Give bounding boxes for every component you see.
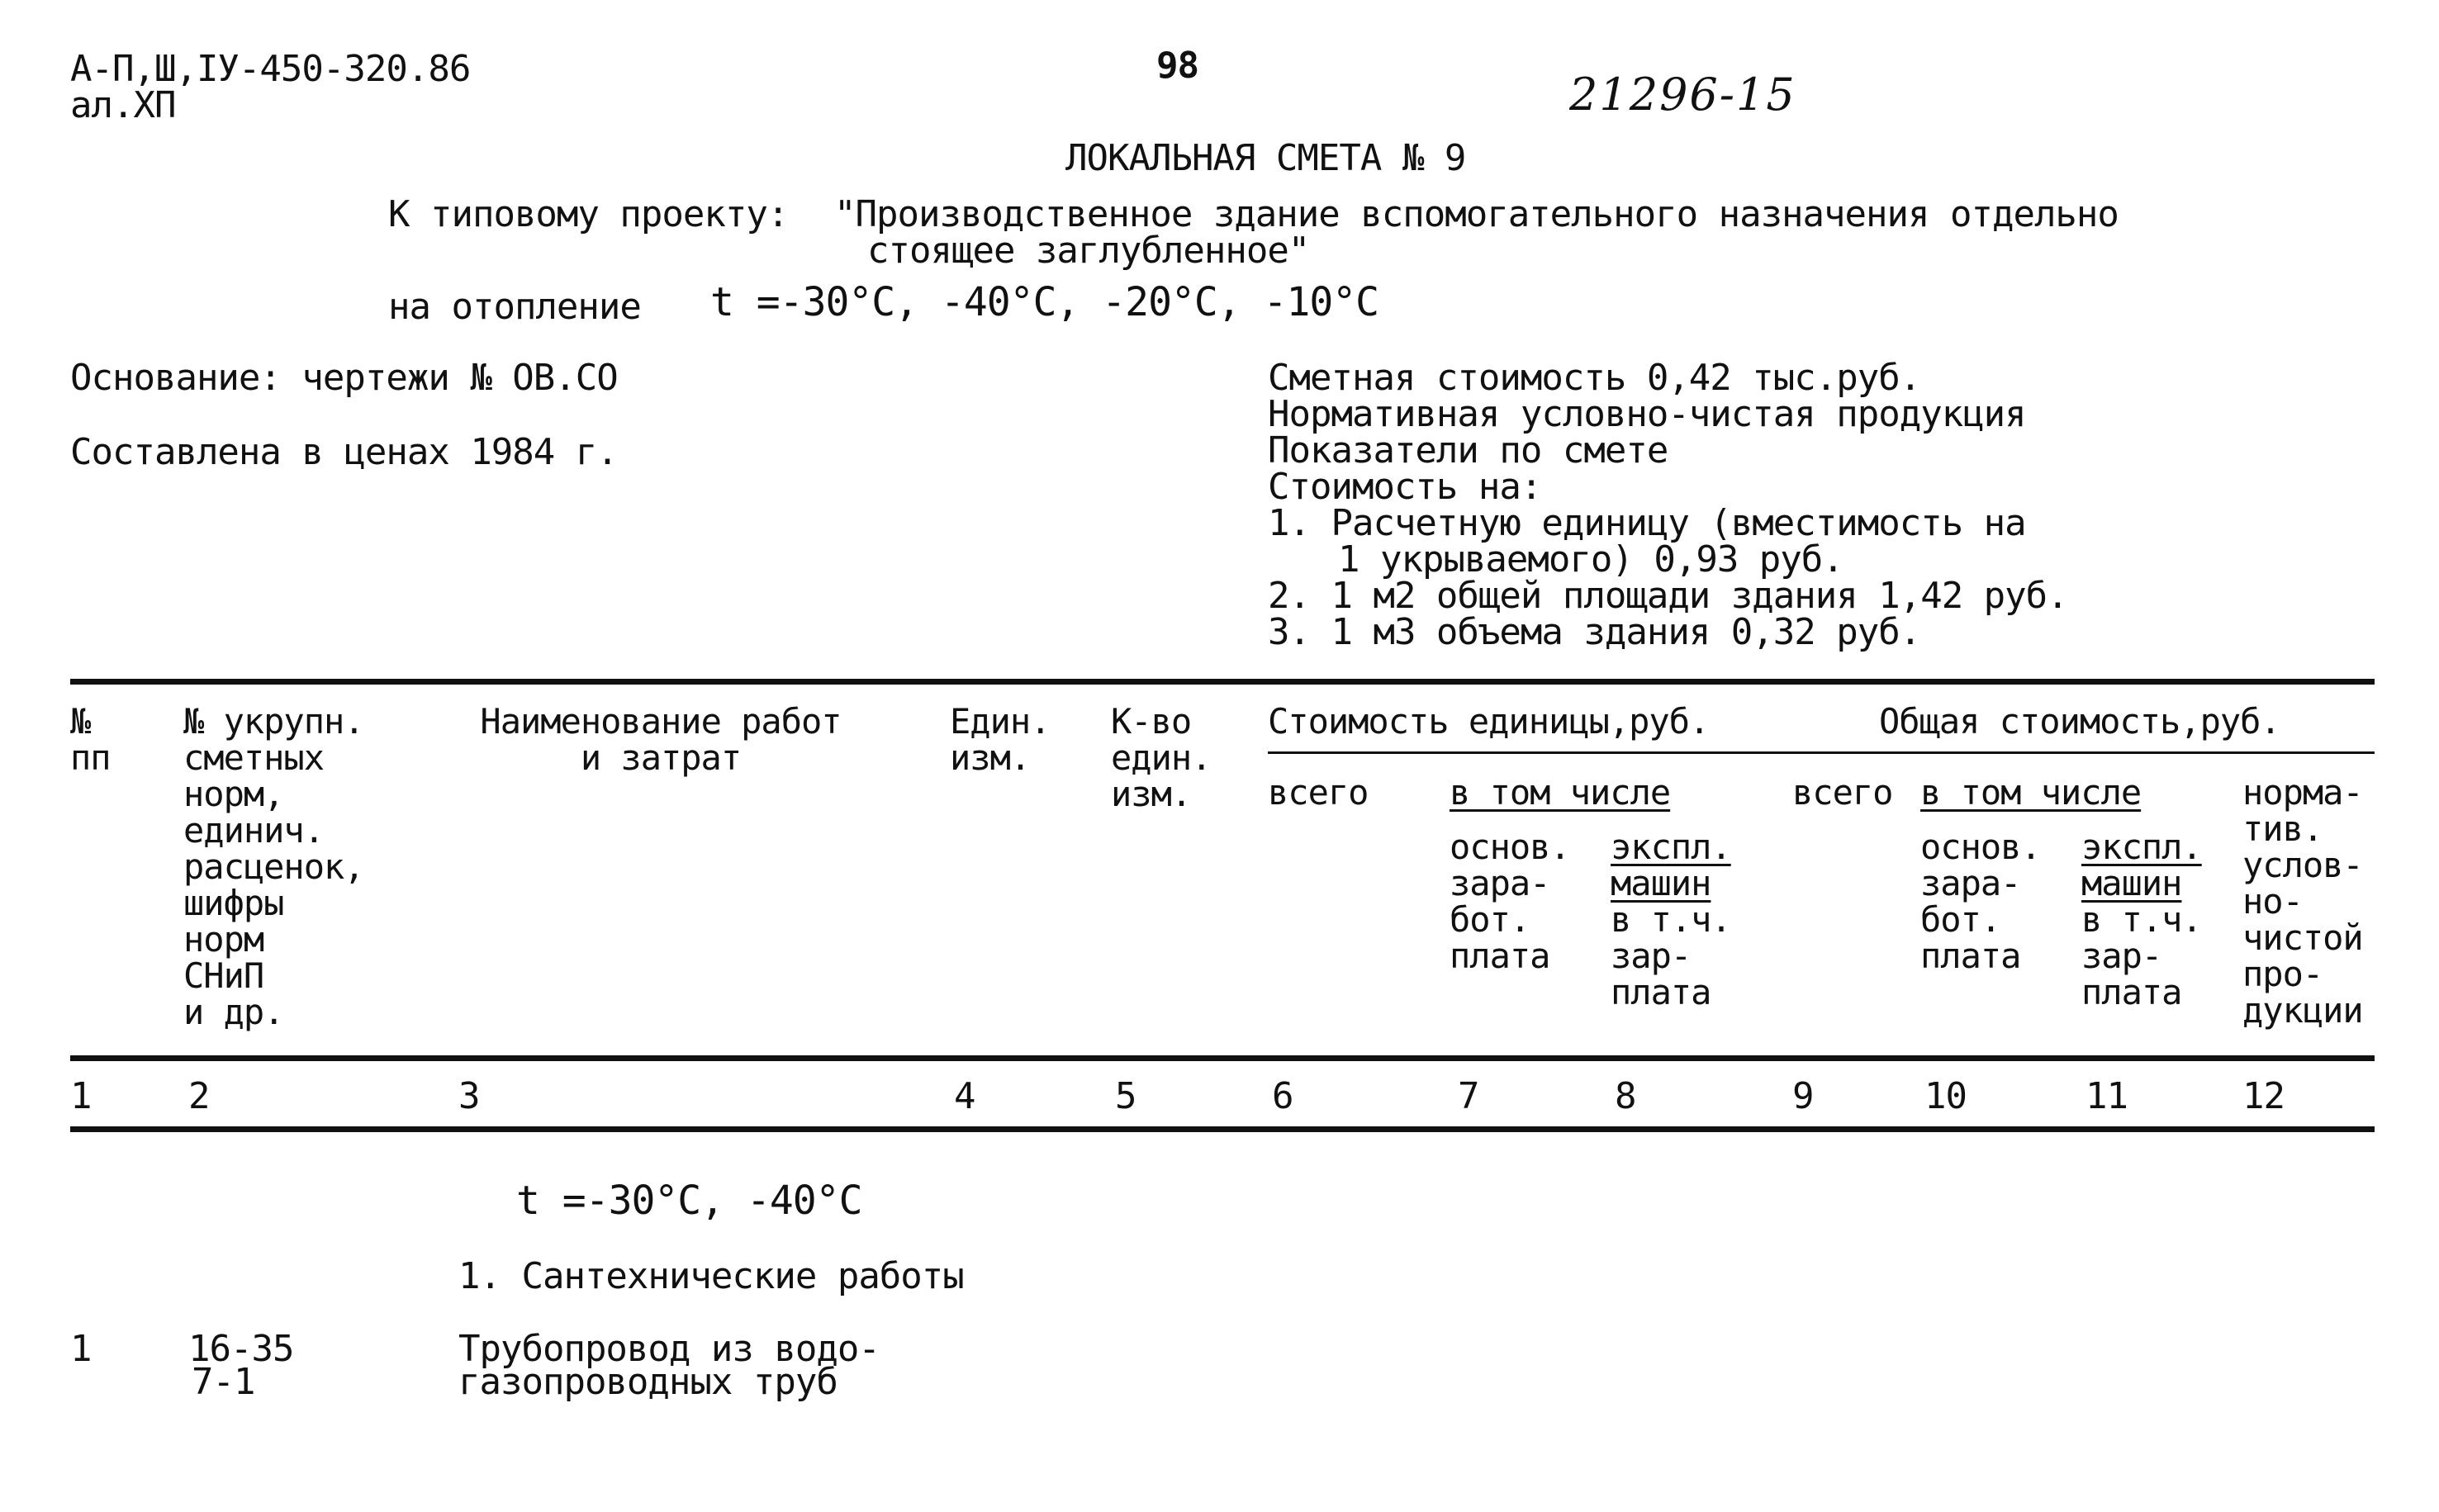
header-unit-machines-wages: в т.ч. зар- плата (1611, 899, 1731, 1012)
row-norm-code: 16-35 (188, 1328, 294, 1370)
prices-line: Составлена в ценах 1984 г. (70, 431, 618, 473)
header-work-name: Наименование работ и затрат (480, 701, 842, 778)
column-number: 10 (1924, 1075, 1967, 1117)
header-unit-machines: экспл. машин (1611, 827, 1731, 903)
estimate-title: ЛОКАЛЬНАЯ СМЕТА № 9 (1065, 137, 1466, 179)
column-number: 8 (1615, 1075, 1636, 1117)
column-number: 3 (458, 1075, 480, 1117)
column-number: 6 (1272, 1075, 1293, 1117)
handwritten-number: 21296-15 (1569, 69, 1796, 121)
header-row-number: № пп (70, 701, 111, 778)
column-number: 12 (2242, 1075, 2285, 1117)
album-number: ал.XП (70, 84, 176, 126)
project-name-line1: "Производственное здание вспомогательного назначения отдельно (834, 193, 2119, 235)
row-number: 1 (70, 1328, 92, 1370)
row-work-name: Трубопровод из водо- (458, 1328, 880, 1370)
project-name-line2: стоящее заглубленное" (867, 230, 1310, 272)
header-total-cost-group: Общая стоимость,руб. (1879, 701, 2280, 742)
header-overall-wages: основ. зара- бот. плата (1920, 827, 2041, 976)
cost-per-unit-cont: 1 укрываемого) 0,93 руб. (1338, 538, 1843, 581)
cost-per-m2: 2. 1 м2 общей площади здания 1,42 руб. (1268, 575, 2068, 617)
header-overall-machines: экспл. машин (2081, 827, 2202, 903)
header-unit-wages: основ. зара- бот. плата (1450, 827, 1570, 976)
row-work-name-cont: газопроводных труб (458, 1361, 838, 1403)
column-numbers-rule (70, 1126, 2375, 1132)
cost-for-label: Стоимость на: (1268, 466, 1542, 508)
section-title: 1. Сантехнические работы (458, 1255, 964, 1297)
column-number: 11 (2085, 1075, 2128, 1117)
column-number: 1 (70, 1075, 92, 1117)
table-top-rule (70, 679, 2375, 685)
column-number: 9 (1792, 1075, 1814, 1117)
document-code: А-П,Ш,IУ-450-320.86 (70, 48, 471, 90)
temperature-list: t =-30°C, -40°C, -20°C, -10°C (710, 279, 1379, 325)
cost-per-m3: 3. 1 м3 объема здания 0,32 руб. (1268, 611, 1921, 653)
column-number: 5 (1115, 1075, 1136, 1117)
project-label: К типовому проекту: (388, 193, 789, 235)
column-number: 2 (188, 1075, 210, 1117)
estimated-cost: Сметная стоимость 0,42 тыс.руб. (1268, 357, 1921, 399)
header-unit-including: в том числе (1450, 772, 1671, 813)
header-overall-total: всего (1792, 772, 1893, 813)
row-norm-code-sub: 7-1 (192, 1361, 255, 1403)
header-unit: Един. изм. (950, 701, 1051, 778)
group-header-rule (1268, 751, 2375, 754)
column-number: 7 (1458, 1075, 1479, 1117)
indicators-title: Показатели по смете (1268, 429, 1668, 472)
page-number: 98 (1156, 45, 1198, 87)
heating-label: на отопление (388, 286, 641, 328)
header-unit-cost-group: Стоимость единицы,руб. (1268, 701, 1710, 742)
header-bottom-rule (70, 1055, 2375, 1061)
basis-line: Основание: чертежи № ОВ.СО (70, 357, 618, 399)
header-unit-total: всего (1268, 772, 1369, 813)
header-overall-including: в том числе (1920, 772, 2142, 813)
column-number: 4 (954, 1075, 975, 1117)
header-norm-code: № укрупн. сметных норм, единич. расценок, шифры норм СНиП и др. (183, 701, 364, 1032)
normative-product: Нормативная условно-чистая продукция (1268, 393, 2026, 435)
header-overall-machines-wages: в т.ч. зар- плата (2081, 899, 2202, 1012)
header-normative-product: норма- тив. услов- но- чистой про- дукции (2242, 772, 2363, 1031)
cost-per-unit: 1. Расчетную единицу (вместимость на (1268, 502, 2026, 544)
body-temperature-heading: t =-30°C, -40°C (516, 1178, 862, 1224)
header-quantity: К-во един. изм. (1111, 701, 1212, 814)
